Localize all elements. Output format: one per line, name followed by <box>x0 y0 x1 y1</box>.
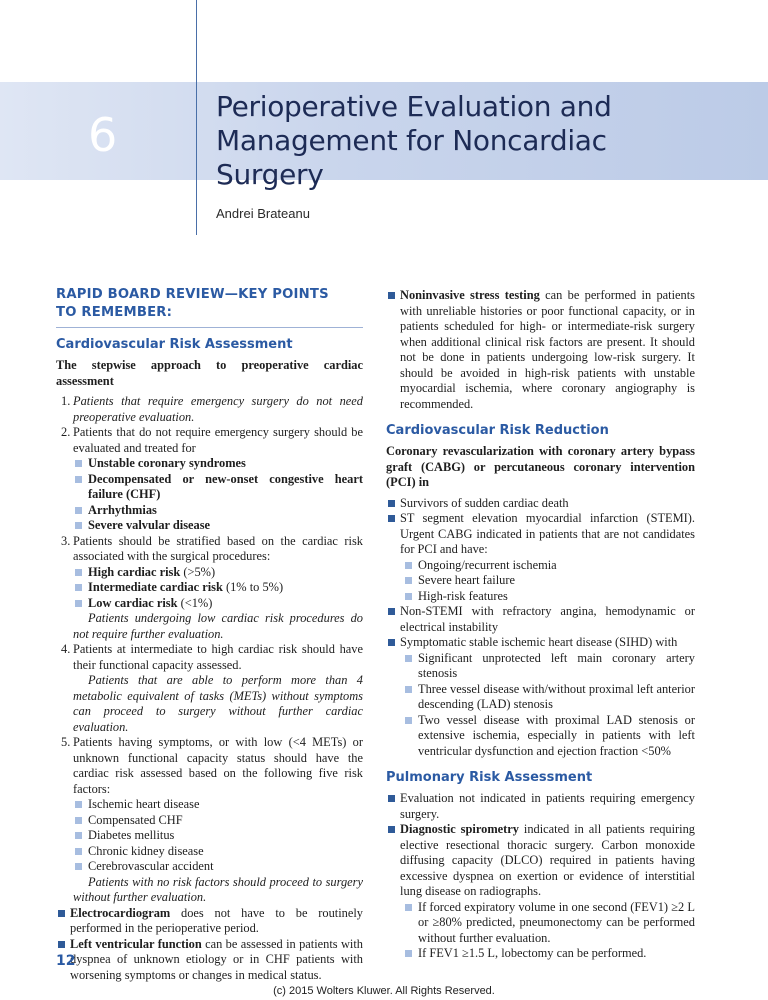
sub-bullet: If FEV1 ≥1.5 L, lobectomy can be performed. <box>386 946 695 962</box>
section-lead: Coronary revascularization with coronary artery bypass graft (CABG) or percutaneous coronary intervention (PCI) in <box>386 444 695 489</box>
sub-bullet: Diabetes mellitus <box>56 828 363 844</box>
bullet-item: ST segment elevation myocardial infarction (STEMI). Urgent CABG indicated in patients that are not candidates for PCI and have: <box>386 511 695 558</box>
bullet-item: Evaluation not indicated in patients requiring emergency surgery. <box>386 791 695 822</box>
sub-bullet: Low cardiac risk (<1%) <box>56 596 363 612</box>
chapter-title-line: Surgery <box>216 158 324 191</box>
bullet-item: Non-STEMI with refractory angina, hemodynamic or electrical instability <box>386 604 695 635</box>
item-text: Patients having symptoms, or with low (<4 METs) or unknown functional capacity status should have the cardiac risk assessed based on the following five risk factors: <box>73 735 363 796</box>
sub-bullet: Chronic kidney disease <box>56 844 363 860</box>
main-heading <box>56 286 363 322</box>
page-number: 12 <box>56 953 76 969</box>
item-text: Patients that require emergency surgery do not need preoperative evaluation. <box>73 394 363 424</box>
section-heading: Cardiovascular Risk Reduction <box>386 423 609 438</box>
numbered-item: 5. Patients having symptoms, or with low (<4 METs) or unknown functional capacity status should have the cardiac risk assessed based on the following five risk factors: <box>61 735 363 796</box>
bullet-item: Symptomatic stable ischemic heart disease (SIHD) with <box>386 635 695 651</box>
sub-bullet: Three vessel disease with/without proximal left anterior descending (LAD) stenosis <box>386 682 695 713</box>
sub-bullet: High-risk features <box>386 589 695 605</box>
sub-bullet: Arrhythmias <box>56 503 363 519</box>
heading-rule <box>56 327 363 328</box>
bullet-item: Noninvasive stress testing can be performed in patients with unreliable histories or poor functional capacity, or in patients scheduled for high- or intermediate-risk surgery when additional clinical risk factors are present. It should not be done in patients undergoing low-risk surgery. It should be avoided in high-risk patients with unstable myocardial ischemia, where coronary angiography is recommended. <box>386 288 695 412</box>
sub-bullet: Cerebrovascular accident <box>56 859 363 875</box>
item-note: Patients that are able to perform more than 4 metabolic equivalent of tasks (METs) without symptoms can proceed to surgery without further cardiac evaluation. <box>73 673 363 734</box>
section-heading: Cardiovascular Risk Assessment <box>56 337 293 352</box>
numbered-item: 4. Patients at intermediate to high cardiac risk should have their functional capacity assessed. <box>61 642 363 672</box>
sub-bullet: Severe valvular disease <box>56 518 363 534</box>
chapter-title <box>216 90 736 192</box>
section-heading: Pulmonary Risk Assessment <box>386 770 593 785</box>
bullet-item: Diagnostic spirometry indicated in all patients requiring elective resectional thoracic surgery. Carbon monoxide diffusing capacity (DLCO) required in patients having excessive dyspnea on exertion or evidence of interstitial lung disease on radiographs. <box>386 822 695 900</box>
sub-bullet: Intermediate cardiac risk (1% to 5%) <box>56 580 363 596</box>
item-text: Patients should be stratified based on the cardiac risk associated with the surgical procedures: <box>73 533 363 563</box>
chapter-title-line: Perioperative Evaluation and <box>216 90 612 123</box>
sub-bullet: Severe heart failure <box>386 573 695 589</box>
numbered-item: 2. Patients that do not require emergency surgery should be evaluated and treated for <box>61 425 363 455</box>
sub-bullet: Significant unprotected left main coronary artery stenosis <box>386 651 695 682</box>
numbered-item: 1. Patients that require emergency surgery do not need preoperative evaluation. <box>61 394 363 424</box>
right-column <box>386 288 695 962</box>
sub-bullet: Ischemic heart disease <box>56 797 363 813</box>
sub-bullet: Compensated CHF <box>56 813 363 829</box>
chapter-author: Andrei Brateanu <box>216 206 310 221</box>
item-note: Patients undergoing low cardiac risk procedures do not require further evaluation. <box>73 611 363 641</box>
item-text: Patients at intermediate to high cardiac risk should have their functional capacity assessed. <box>73 642 363 672</box>
left-column <box>56 286 363 983</box>
sub-bullet: Unstable coronary syndromes <box>56 456 363 472</box>
chapter-title-line: Management for Noncardiac <box>216 124 607 157</box>
sub-bullet: Two vessel disease with proximal LAD stenosis or extensive ischemia, especially in patients with left ventricular dysfunction and ejection fraction <50% <box>386 713 695 760</box>
sub-bullet: If forced expiratory volume in one second (FEV1) ≥2 L or ≥80% predicted, pneumonectomy can be performed without further evaluation. <box>386 900 695 947</box>
bullet-item: Survivors of sudden cardiac death <box>386 496 695 512</box>
chapter-number: 6 <box>88 108 118 162</box>
bullet-item: Electrocardiogram does not have to be routinely performed in the perioperative period. <box>56 906 363 937</box>
section-lead: The stepwise approach to preoperative cardiac assessment <box>56 358 363 388</box>
numbered-item: 3. Patients should be stratified based on the cardiac risk associated with the surgical procedures: <box>61 533 363 563</box>
item-text: Patients that do not require emergency surgery should be evaluated and treated for <box>73 425 363 455</box>
header-divider <box>196 0 197 235</box>
item-note: Patients with no risk factors should proceed to surgery without further evaluation. <box>73 874 363 904</box>
main-heading-line: TO REMEMBER: <box>56 305 173 320</box>
sub-bullet: High cardiac risk (>5%) <box>56 565 363 581</box>
sub-bullet: Ongoing/recurrent ischemia <box>386 558 695 574</box>
main-heading-line: RAPID BOARD REVIEW—KEY POINTS <box>56 287 329 302</box>
sub-bullet: Decompensated or new-onset congestive heart failure (CHF) <box>56 472 363 503</box>
bullet-item: Left ventricular function can be assessed in patients with dyspnea of unknown etiology or in CHF patients with worsening symptoms or changes in medical status. <box>56 937 363 984</box>
copyright-footer: (c) 2015 Wolters Kluwer. All Rights Reserved. <box>273 985 495 997</box>
